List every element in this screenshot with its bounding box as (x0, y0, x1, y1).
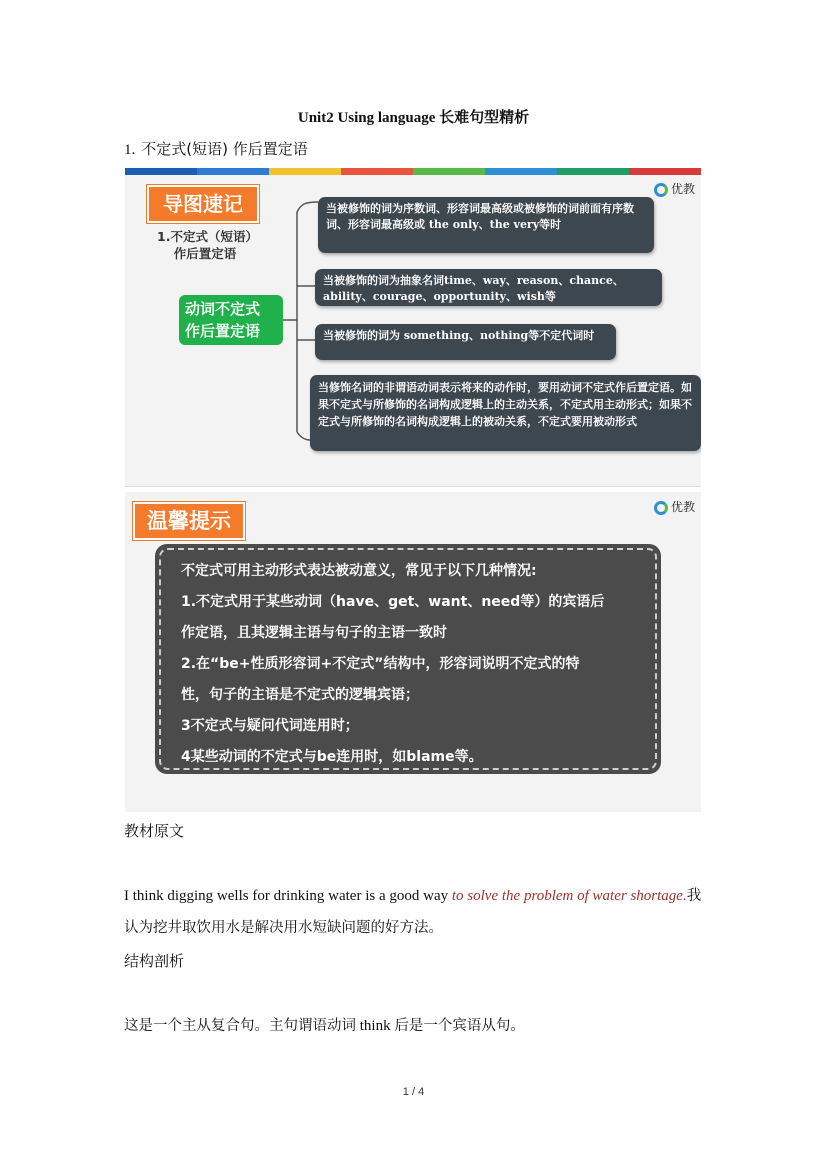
center-node (179, 295, 283, 345)
brand-logo (654, 498, 695, 515)
sentence-highlight: to solve the problem of water shortage. (451, 888, 687, 904)
rule-bubble-2: 当被修饰的词为抽象名词time、way、reason、chance、ability、courage、opportunity、wish等 (315, 269, 662, 306)
tips-line: 不定式可用主动形式表达被动意义，常见于以下几种情况: (181, 563, 537, 579)
subtitle-line-2: 作后置定语 (173, 246, 237, 261)
mind-map-image (125, 168, 701, 487)
tips-image (125, 492, 701, 812)
mind-map-badge: 导图速记 (147, 185, 259, 223)
heading-number: 1. (124, 142, 136, 158)
page-number: 1 / 4 (402, 1086, 425, 1098)
tips-panel-inner (159, 548, 657, 770)
rule-bubble-3: 当被修饰的词为 something、nothing等不定代词时 (315, 324, 616, 360)
logo-text: 优教 (670, 500, 695, 514)
section-original-text: 教材原文 (124, 822, 185, 840)
section-structure-analysis: 结构剖析 (124, 952, 185, 970)
rule-bubble-1: 当被修饰的词为序数词、形容词最高级或被修饰的词前面有序数词、形容词最高级或 the only、the very等时 (318, 197, 654, 253)
tips-line: 2.在“be+性质形容词+不定式”结构中，形容词说明不定式的特 (181, 656, 580, 672)
document-title: Unit2 Using language 长难句型精析 (297, 110, 530, 126)
analysis-part-1: 这是一个主从复合句。主句谓语动词 (124, 1018, 356, 1034)
center-node-line-2: 作后置定语 (185, 322, 261, 340)
subtitle-line-1: 1.不定式（短语） (157, 229, 258, 244)
section-heading (124, 138, 308, 159)
analysis-part-2: 后是一个宾语从句。 (394, 1018, 525, 1034)
tips-line: 3不定式与疑问代词连用时； (181, 718, 359, 734)
tips-line: 作定语，且其逻辑主语与句子的主语一致时 (181, 625, 447, 641)
rule-bubble-4: 当修饰名词的非谓语动词表示将来的动作时，要用动词不定式作后置定语。如果不定式与所修饰的名词构成逻辑上的主动关系，不定式用主动形式；如果不定式与所修饰的名词构成逻辑上的被动关系，不定式要用被动形式 (310, 375, 701, 451)
heading-text: 不定式(短语) 作后置定语 (141, 140, 308, 158)
tips-panel (155, 544, 661, 774)
tips-line: 1.不定式用于某些动词（have、get、want、need等）的宾语后 (181, 594, 605, 610)
analysis-word: think (359, 1018, 391, 1034)
logo-icon (654, 501, 668, 515)
logo-text: 优教 (670, 182, 695, 196)
tips-line: 性，句子的主语是不定式的逻辑宾语； (181, 687, 419, 703)
sentence-main: I think digging wells for drinking water is a good way (124, 888, 452, 904)
example-sentence (124, 880, 706, 944)
center-node-line-1: 动词不定式 (185, 300, 261, 318)
sentence-translation: 我认为挖井取饮用水是解决用水短缺问题的好方法。 (124, 888, 702, 936)
tips-badge: 温馨提示 (133, 502, 245, 540)
analysis-paragraph (124, 1010, 706, 1042)
tips-line: 4某些动词的不定式与be连用时，如blame等。 (181, 749, 483, 765)
